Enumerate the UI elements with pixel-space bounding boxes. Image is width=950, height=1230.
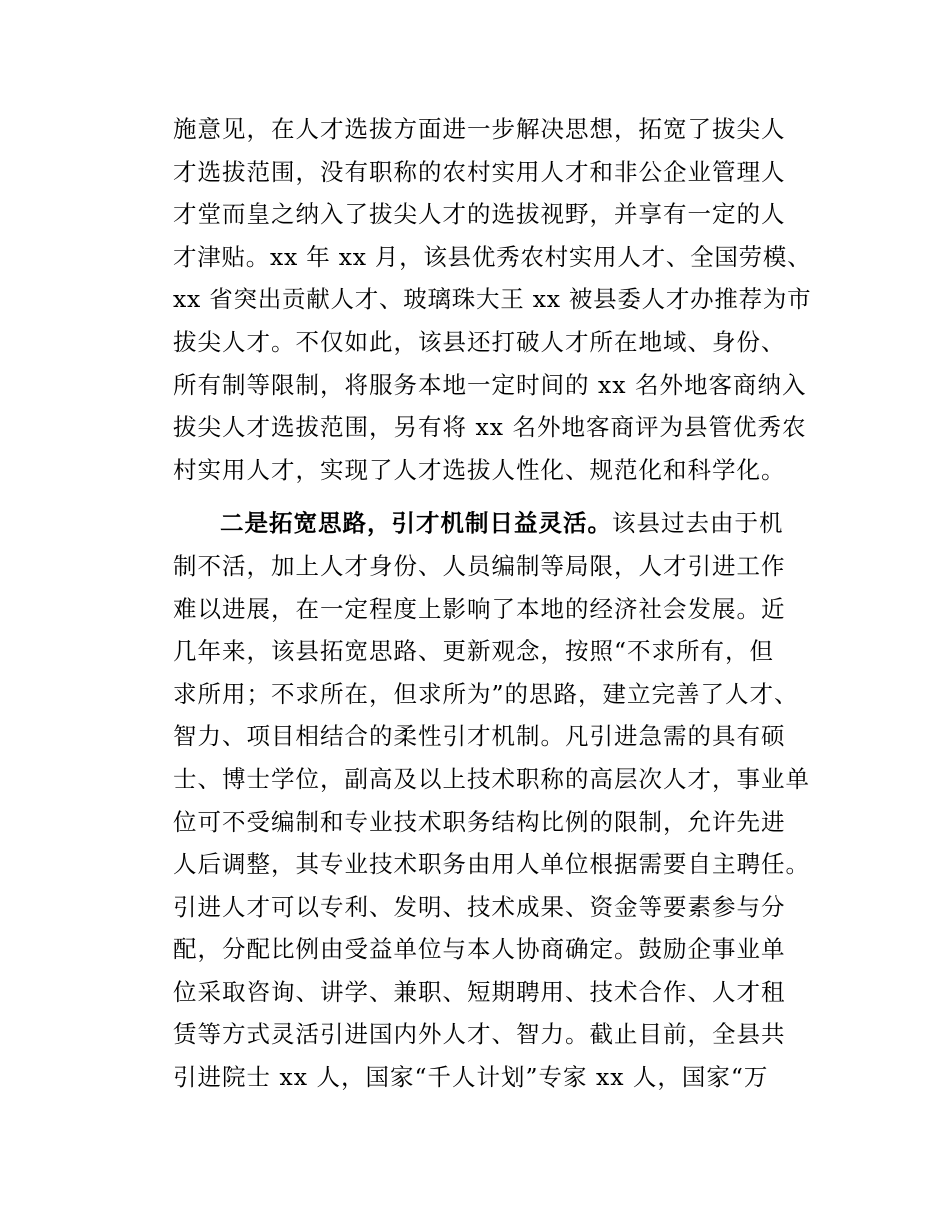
paragraph-heading: 二是拓宽思路，引才机制日益灵活。 bbox=[220, 509, 612, 538]
text-line: 智力、项目相结合的柔性引才机制。凡引进急需的具有硕 bbox=[173, 722, 786, 751]
text-line: 人后调整，其专业技术职务由用人单位根据需要自主聘任。 bbox=[173, 850, 810, 879]
text-line: 施意见，在人才选拔方面进一步解决思想，拓宽了拔尖人 bbox=[173, 115, 786, 143]
document-body bbox=[173, 108, 813, 1099]
text-line: 难以进展，在一定程度上影响了本地的经济社会发展。近 bbox=[173, 594, 786, 623]
text-line: 位采取咨询、讲学、兼职、短期聘用、技术合作、人才租 bbox=[173, 977, 786, 1006]
heading-line-rest: 该县过去由于机 bbox=[612, 509, 784, 538]
text-line: 才选拔范围，没有职称的农村实用人才和非公企业管理人 bbox=[173, 157, 786, 186]
text-line: 求所用；不求所在，但求所为”的思路，建立完善了人才、 bbox=[173, 679, 799, 708]
text-line: 几年来，该县拓宽思路、更新观念，按照“不求所有，但 bbox=[173, 637, 775, 666]
text-line: 配，分配比例由受益单位与本人协商确定。鼓励企事业单 bbox=[173, 935, 786, 964]
text-line: 赁等方式灵活引进国内外人才、智力。截止目前，全县共 bbox=[173, 1020, 786, 1049]
text-line-first bbox=[173, 502, 813, 545]
text-line: 才堂而皇之纳入了拔尖人才的选拔视野，并享有一定的人 bbox=[173, 200, 786, 229]
paragraph-spacing bbox=[173, 491, 813, 502]
paragraph-talent-introduction bbox=[173, 502, 813, 1098]
text-line: 制不活，加上人才身份、人员编制等局限，人才引进工作 bbox=[173, 551, 786, 580]
text-line: xx 省突出贡献人才、玻璃珠大王 xx 被县委人才办推荐为市 bbox=[173, 285, 812, 314]
text-line: 士、博士学位，副高及以上技术职称的高层次人才，事业单 bbox=[173, 764, 810, 793]
text-line: 引进院士 xx 人，国家“千人计划”专家 xx 人，国家“万 bbox=[173, 1063, 769, 1092]
paragraph-talent-selection bbox=[173, 108, 813, 491]
text-line: 村实用人才，实现了人才选拔人性化、规范化和科学化。 bbox=[173, 455, 786, 484]
text-line: 拔尖人才。不仅如此，该县还打破人才所在地域、身份、 bbox=[173, 327, 786, 356]
text-line: 引进人才可以专利、发明、技术成果、资金等要素参与分 bbox=[173, 892, 786, 921]
text-line: 拔尖人才选拔范围，另有将 xx 名外地客商评为县管优秀农 bbox=[173, 413, 807, 442]
text-line: 位可不受编制和专业技术职务结构比例的限制，允许先进 bbox=[173, 807, 786, 836]
text-line: 所有制等限制，将服务本地一定时间的 xx 名外地客商纳入 bbox=[173, 370, 807, 399]
text-line: 才津贴。xx 年 xx 月，该县优秀农村实用人才、全国劳模、 bbox=[173, 242, 812, 271]
